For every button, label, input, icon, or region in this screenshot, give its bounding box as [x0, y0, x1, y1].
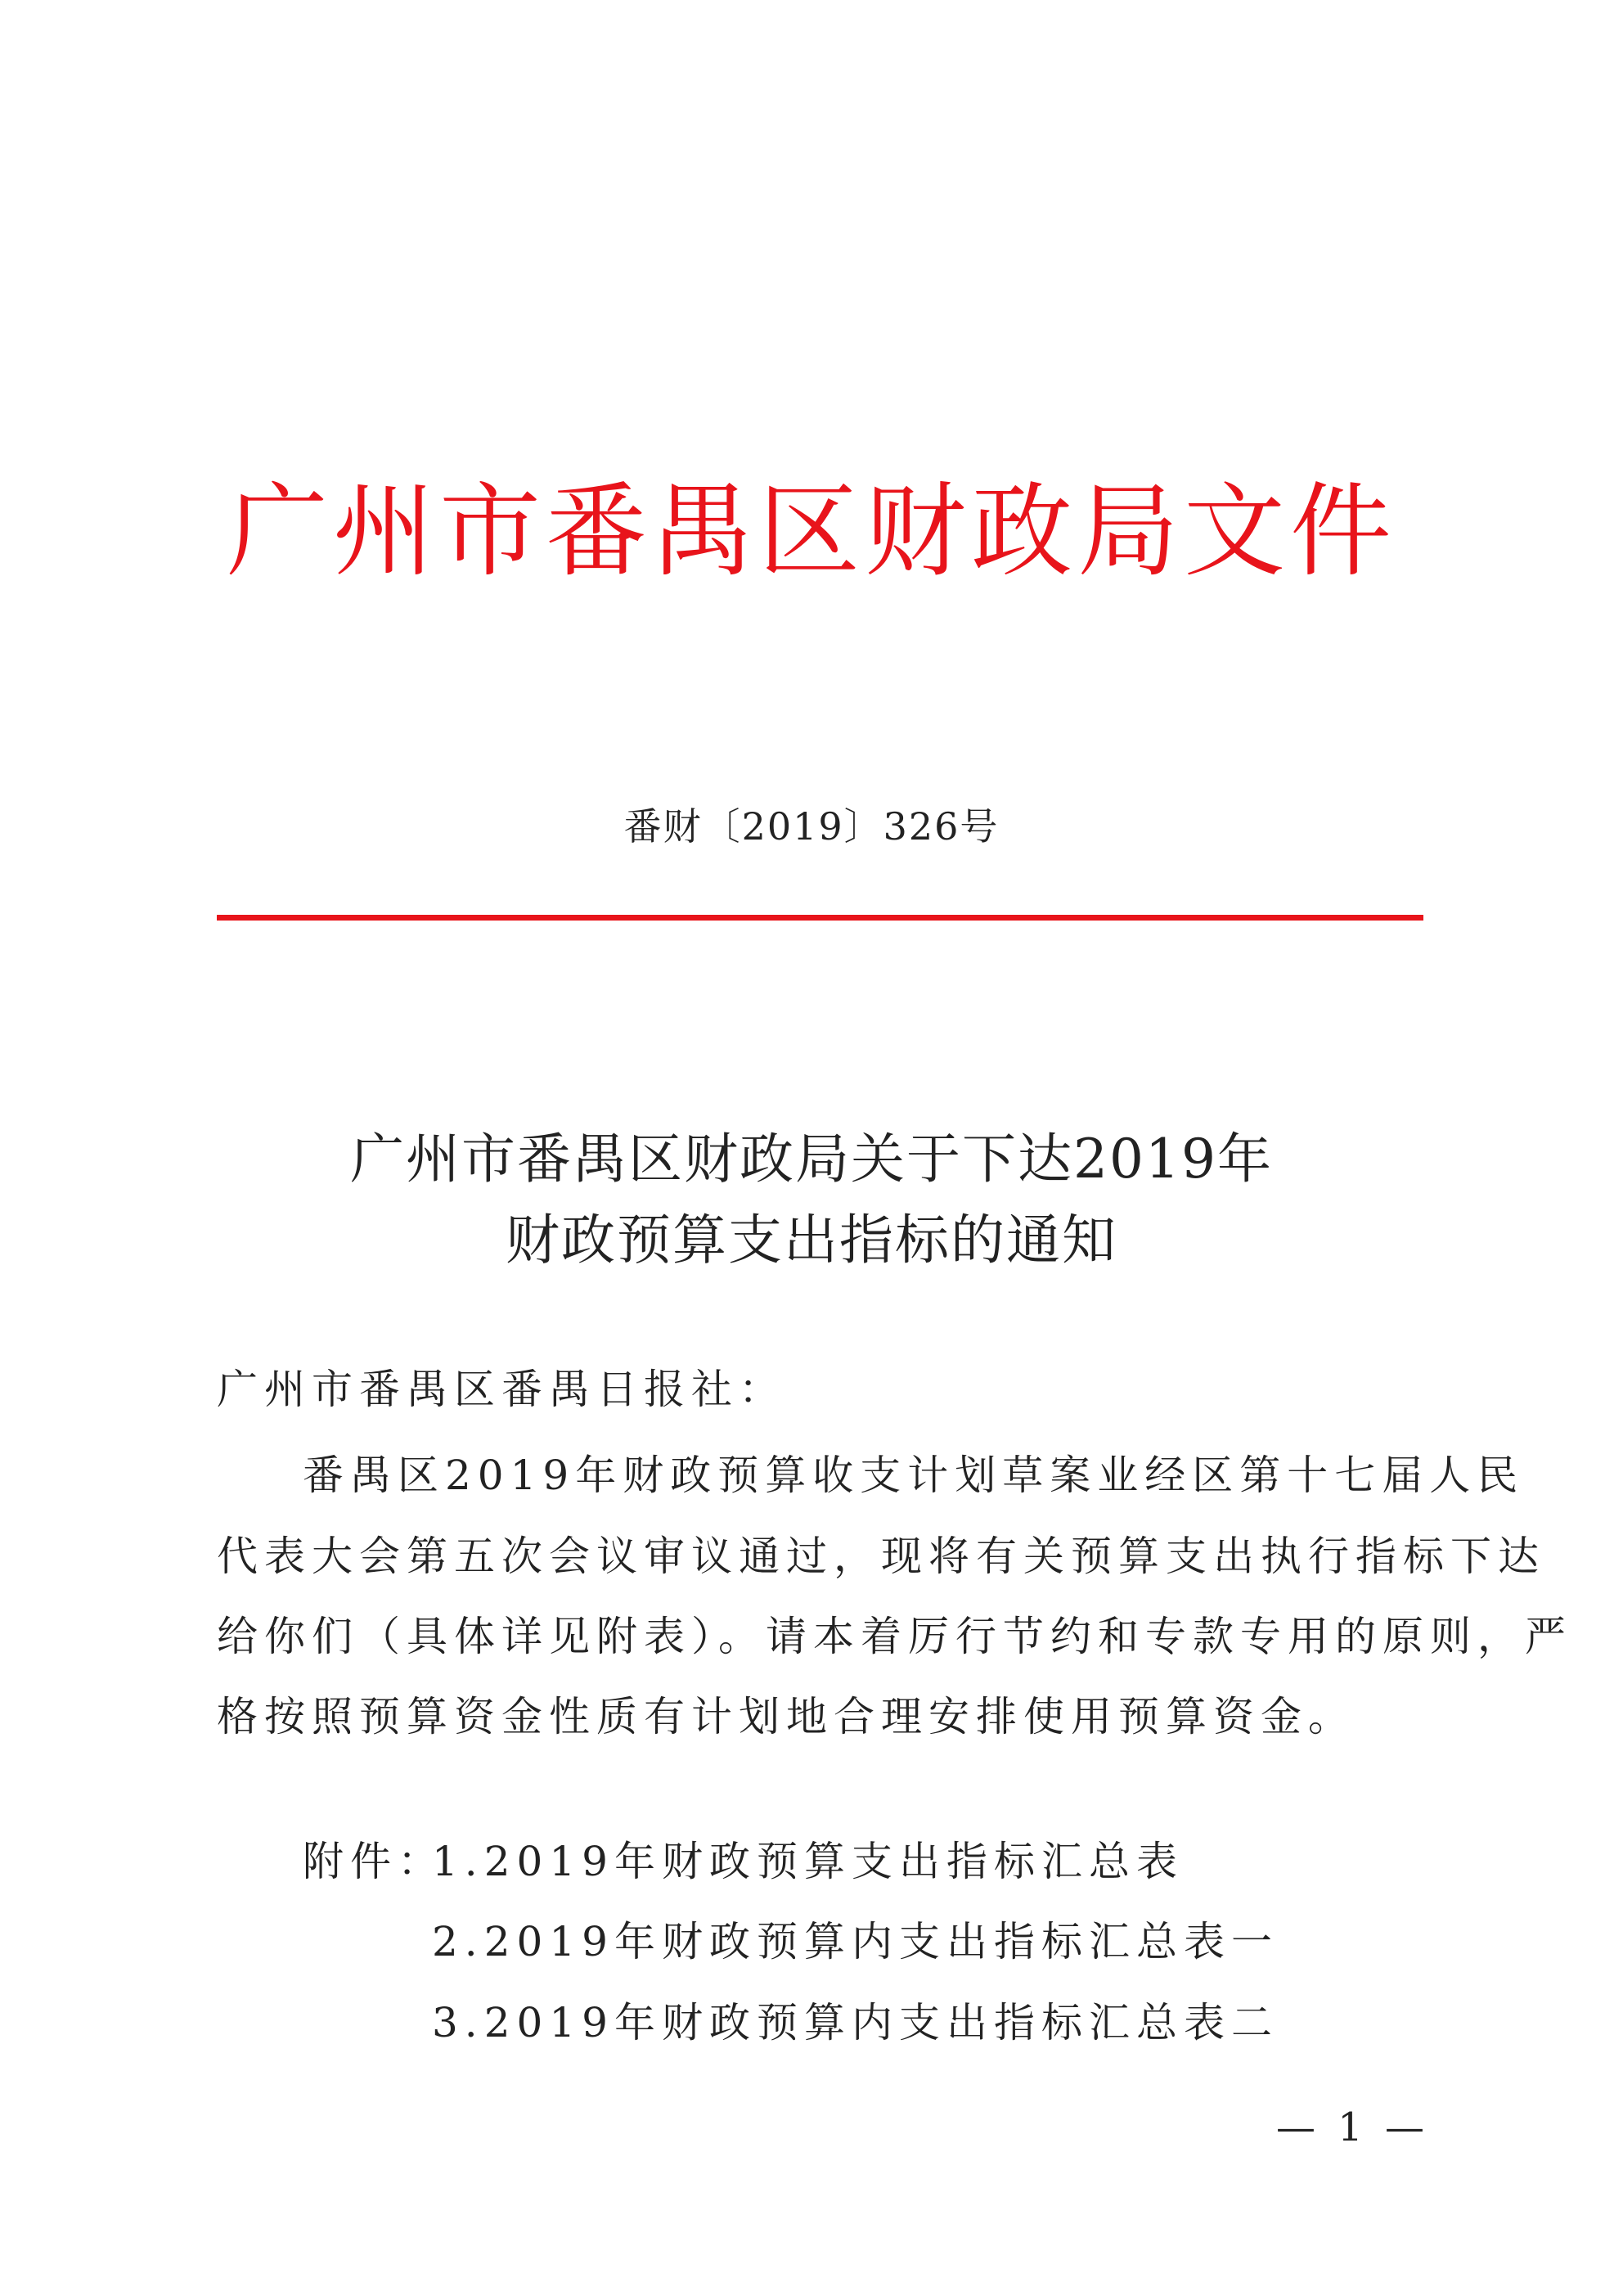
document-header-title: 广州市番禺区财政局文件	[226, 473, 1396, 591]
page-number: — 1 —	[1276, 2105, 1430, 2150]
notice-title-line-2: 财政预算支出指标的通知	[506, 1209, 1117, 1272]
attachments-label: 附件：	[303, 1838, 445, 1885]
body-paragraph-line-2: 代表大会第五次会议审议通过，现将有关预算支出执行指标下达	[217, 1533, 1545, 1580]
addressee: 广州市番禺区番禺日报社：	[217, 1366, 786, 1413]
attachment-item: 2.2019年财政预算内支出指标汇总表一	[432, 1918, 1279, 1965]
red-divider-line	[217, 915, 1423, 921]
attachment-item: 3.2019年财政预算内支出指标汇总表二	[432, 1999, 1279, 2046]
attachment-item: 1.2019年财政预算支出指标汇总表	[432, 1838, 1184, 1885]
body-paragraph-line-3: 给你们（具体详见附表）。请本着厉行节约和专款专用的原则，严	[217, 1613, 1572, 1660]
notice-title-line-1: 广州市番禺区财政局关于下达2019年	[350, 1128, 1273, 1191]
document-number: 番财〔2019〕326号	[623, 804, 1000, 849]
body-paragraph-line-1: 番禺区2019年财政预算收支计划草案业经区第十七届人民	[303, 1452, 1525, 1499]
body-paragraph-line-4: 格按照预算资金性质有计划地合理安排使用预算资金。	[217, 1693, 1355, 1740]
